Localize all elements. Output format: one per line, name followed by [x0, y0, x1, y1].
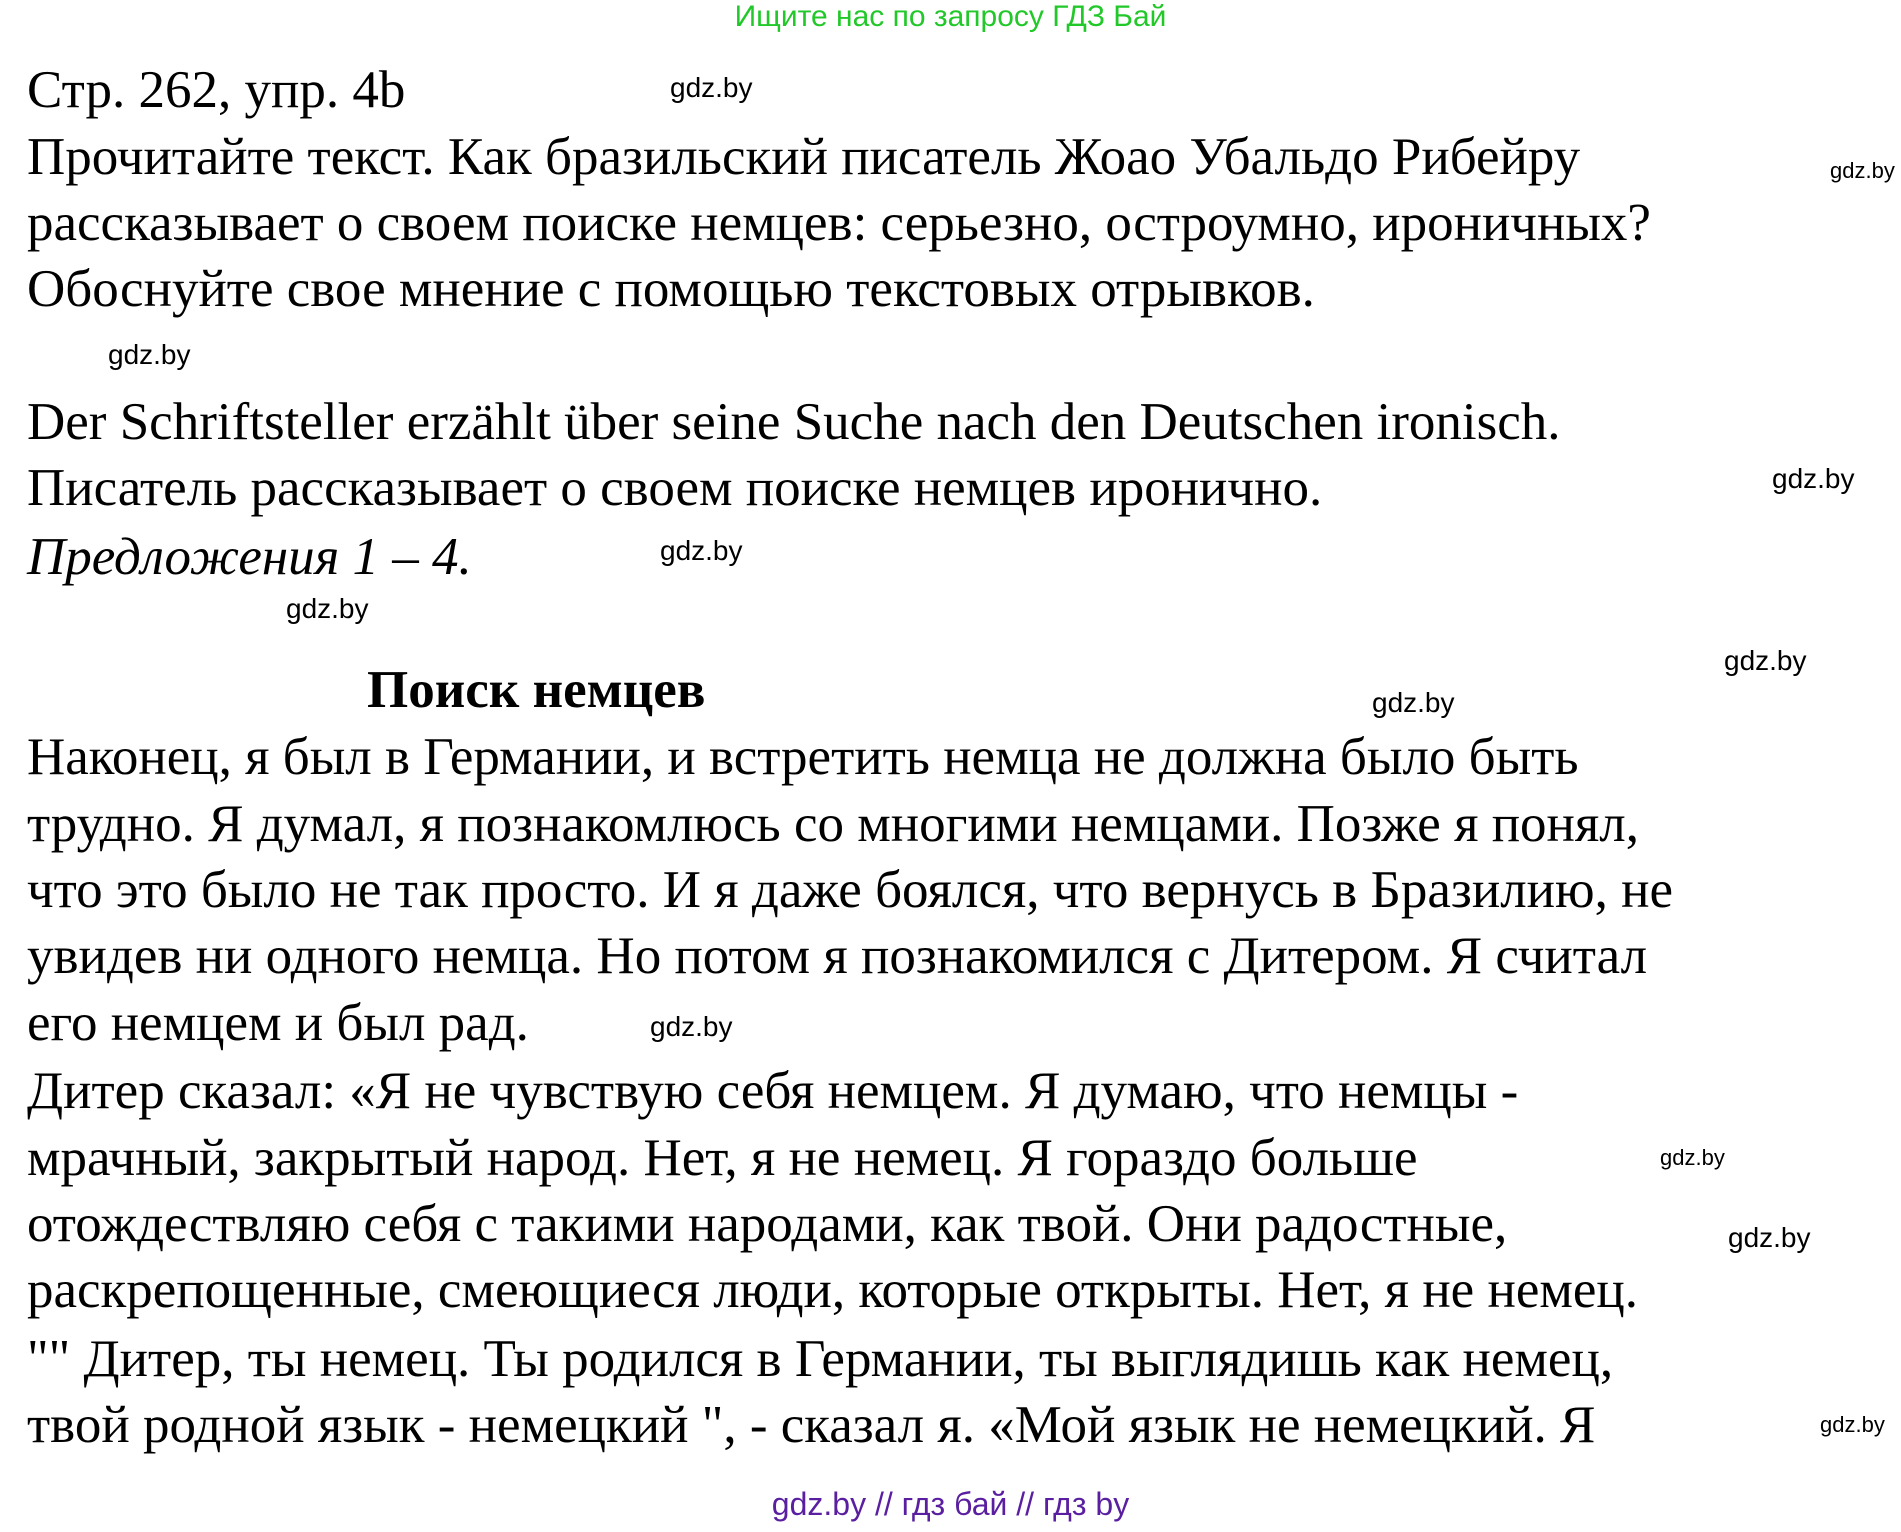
task-line: рассказывает о своем поиске немцев: серьезно, остроумно, ироничных? — [27, 194, 1651, 252]
body-line: Наконец, я был в Германии, и встретить немца не должна было быть — [27, 728, 1579, 786]
body-line: увидев ни одного немца. Но потом я познакомился с Дитером. Я считал — [27, 927, 1648, 985]
watermark: gdz.by — [1728, 1222, 1811, 1253]
watermark: gdz.by — [670, 72, 753, 103]
page-title: Стр. 262, упр. 4b — [27, 61, 406, 119]
text-heading: Поиск немцев — [367, 661, 706, 719]
body-line: что это было не так просто. И я даже боялся, что вернусь в Бразилию, не — [27, 861, 1674, 919]
body-line: "" Дитер, ты немец. Ты родился в Германии, ты выглядишь как немец, — [27, 1330, 1614, 1388]
watermark: gdz.by — [286, 593, 369, 624]
watermark: gdz.by — [1660, 1145, 1725, 1170]
watermark: gdz.by — [660, 535, 743, 566]
footer-banner: gdz.by // гдз бай // гдз by — [771, 1486, 1130, 1522]
task-line: Прочитайте текст. Как бразильский писатель Жоао Убальдо Рибейру — [27, 128, 1581, 186]
watermark: gdz.by — [1820, 1412, 1885, 1437]
body-line: его немцем и был рад. — [27, 994, 529, 1052]
watermark: gdz.by — [1724, 645, 1807, 676]
answer-line: Der Schriftsteller erzählt über seine Suche nach den Deutschen ironisch. — [27, 393, 1561, 451]
answer-line: Писатель рассказывает о своем поиске немцев иронично. — [27, 459, 1323, 517]
watermark: gdz.by — [1772, 463, 1855, 494]
watermark: gdz.by — [108, 339, 191, 370]
watermark: gdz.by — [1830, 158, 1895, 183]
body-line: раскрепощенные, смеющиеся люди, которые открыты. Нет, я не немец. — [27, 1261, 1639, 1319]
body-line: Дитер сказал: «Я не чувствую себя немцем. Я думаю, что немцы - — [27, 1062, 1519, 1120]
body-line: твой родной язык - немецкий ", - сказал я. «Мой язык не немецкий. Я — [27, 1396, 1596, 1454]
body-line: трудно. Я думал, я познакомлюсь со многими немцами. Позже я понял, — [27, 795, 1639, 853]
body-line: мрачный, закрытый народ. Нет, я не немец. Я гораздо больше — [27, 1129, 1418, 1187]
watermark: gdz.by — [650, 1011, 733, 1042]
sentences-reference: Предложения 1 – 4. — [27, 528, 472, 586]
body-line: отождествляю себя с такими народами, как твой. Они радостные, — [27, 1195, 1508, 1253]
watermark: gdz.by — [1372, 687, 1455, 718]
search-banner: Ищите нас по запросу ГДЗ Бай — [734, 0, 1167, 33]
task-line: Обоснуйте свое мнение с помощью текстовых отрывков. — [27, 260, 1315, 318]
